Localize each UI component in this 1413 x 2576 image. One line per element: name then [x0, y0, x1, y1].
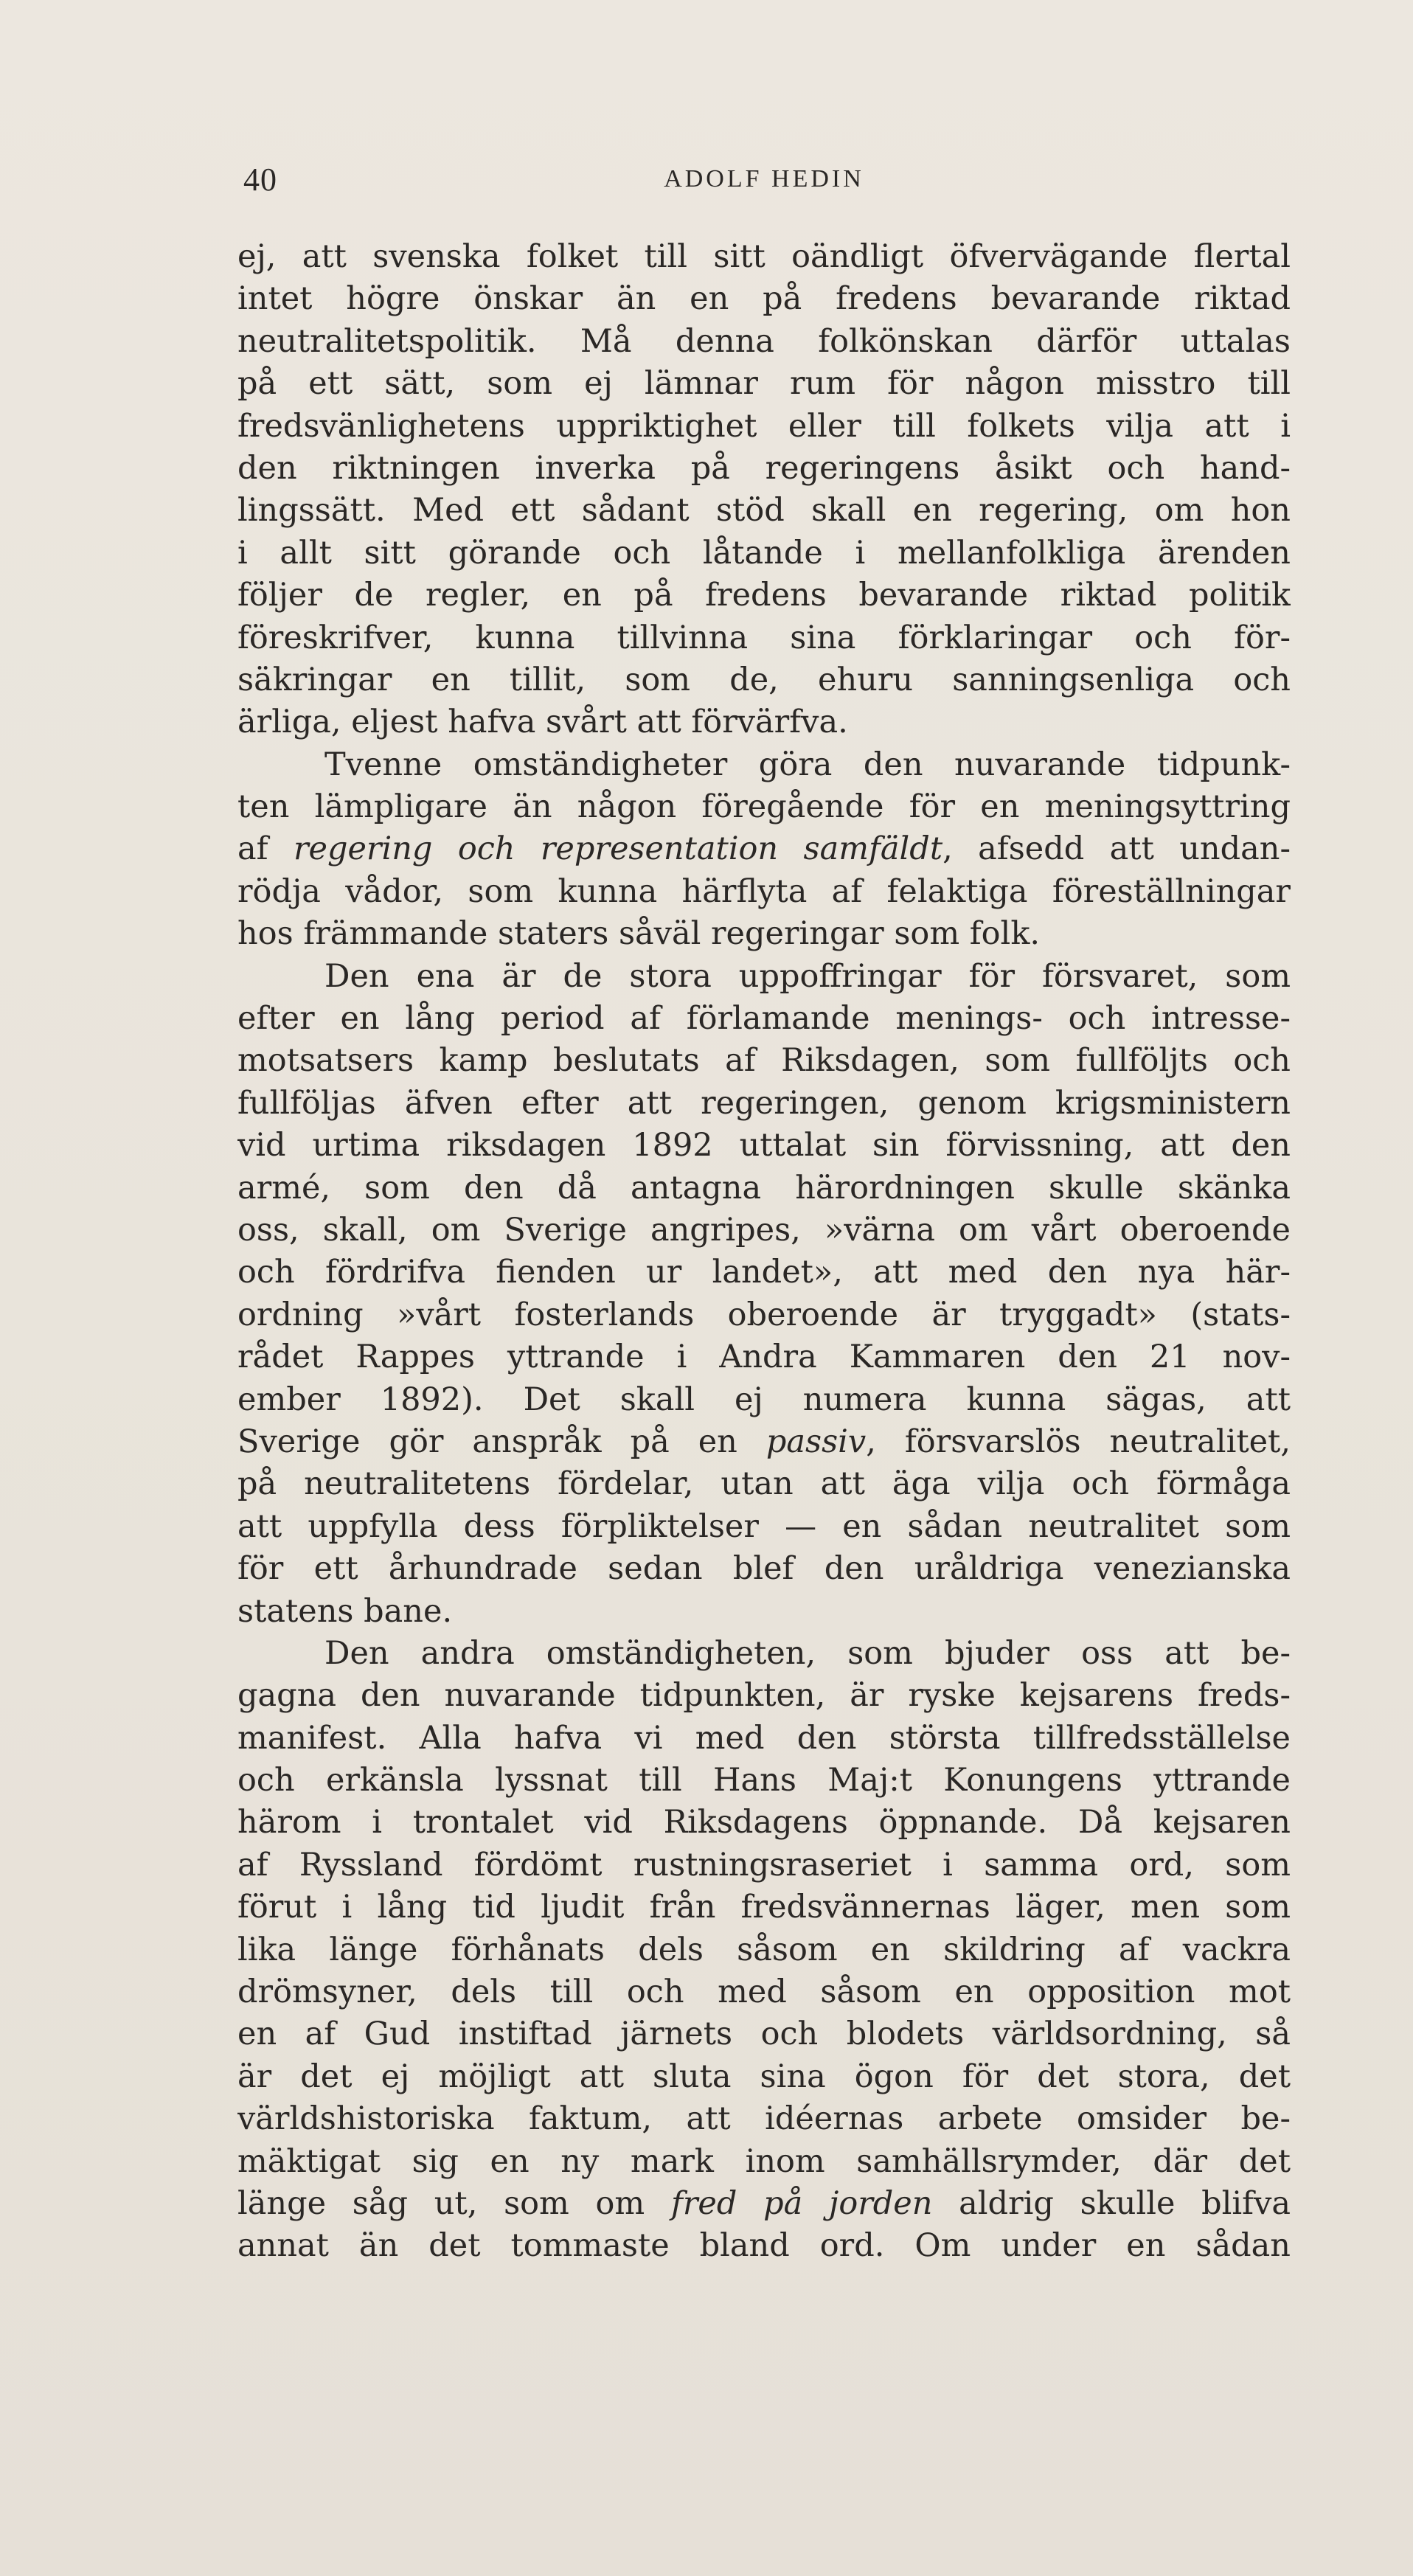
text-line [237, 1421, 1291, 1463]
text-line: rådet Rappes yttrande i Andra Kammaren den 21 nov- [237, 1339, 1291, 1376]
text-line: ordning »vårt fosterlands oberoende är tryggadt» (stats- [237, 1296, 1291, 1333]
text-line: gagna den nuvarande tidpunkten, är ryske kejsarens freds- [237, 1677, 1291, 1715]
text-segment: länge såg ut, som om [237, 2184, 671, 2222]
text-line: Den andra omständigheten, som bjuder oss att be- [324, 1634, 1291, 1672]
italic-phrase: regering och representation samfäldt [293, 830, 943, 868]
page-number: 40 [243, 162, 277, 198]
text-segment: Sverige gör anspråk på en [237, 1423, 766, 1460]
text-line: manifest. Alla hafva vi med den största tillfredsställelse [237, 1719, 1291, 1757]
text-line: en af Gud instiftad järnets och blodets världsordning, så [237, 2016, 1291, 2053]
text-line: armé, som den då antagna härordningen skulle skänka [237, 1169, 1291, 1207]
text-line: fredsvänlighetens uppriktighet eller till folkets vilja att i [237, 407, 1291, 445]
text-line: vid urtima riksdagen 1892 uttalat sin förvissning, att den [237, 1127, 1291, 1164]
text-line: statens bane. [237, 1592, 453, 1630]
running-head [237, 152, 1291, 204]
text-line: annat än det tommaste bland ord. Om under en sådan [237, 2227, 1291, 2265]
text-line: och fördrifva fienden ur landet», att med den nya här- [237, 1254, 1291, 1291]
text-line: Den ena är de stora uppoffringar för försvaret, som [324, 957, 1291, 995]
text-line [237, 828, 1291, 870]
text-line: följer de regler, en på fredens bevarande riktad politik [237, 577, 1291, 614]
text-line: lika länge förhånats dels såsom en skildring af vackra [237, 1931, 1291, 1968]
text-line: och erkänsla lyssnat till Hans Maj:t Konungens yttrande [237, 1762, 1291, 1799]
text-line: neutralitetspolitik. Må denna folkönskan därför uttalas [237, 322, 1291, 360]
text-line: af Ryssland fördömt rustningsraseriet i samma ord, som [237, 1846, 1291, 1884]
text-line: härom i trontalet vid Riksdagens öppnande. Då kejsaren [237, 1804, 1291, 1841]
text-line: ember 1892). Det skall ej numera kunna sägas, att [237, 1381, 1291, 1418]
text-line: rödja vådor, som kunna härflyta af felaktiga föreställningar [237, 872, 1291, 910]
text-line: efter en lång period af förlamande menings- och intresse- [237, 1000, 1291, 1038]
text-line: är det ej möjligt att sluta sina ögon för det stora, det [237, 2058, 1291, 2095]
text-line: fullföljas äfven efter att regeringen, genom krigsministern [237, 1084, 1291, 1122]
text-line: världshistoriska faktum, att idéernas arbete omsider be- [237, 2100, 1291, 2138]
text-line [237, 2183, 1291, 2225]
text-line: mäktigat sig en ny mark inom samhällsrymder, där det [237, 2142, 1291, 2180]
text-segment: , försvarslös neutralitet, [866, 1423, 1291, 1460]
text-line: på ett sätt, som ej lämnar rum för någon misstro till [237, 365, 1291, 403]
text-line: motsatsers kamp beslutats af Riksdagen, som fullföljts och [237, 1042, 1291, 1080]
text-line: drömsyner, dels till och med såsom en opposition mot [237, 1973, 1291, 2011]
text-line: att uppfylla dess förpliktelser — en sådan neutralitet som [237, 1507, 1291, 1545]
text-line: den riktningen inverka på regeringens åsikt och hand- [237, 449, 1291, 487]
text-line: förut i lång tid ljudit från fredsvännernas läger, men som [237, 1889, 1291, 1926]
text-line: Tvenne omständigheter göra den nuvarande tidpunk- [324, 746, 1291, 783]
text-line: intet högre önskar än en på fredens bevarande riktad [237, 280, 1291, 318]
text-line: hos främmande staters såväl regeringar som folk. [237, 915, 1041, 953]
text-line: ten lämpligare än någon föregående för en meningsyttring [237, 788, 1291, 826]
text-line: föreskrifver, kunna tillvinna sina förklaringar och för- [237, 619, 1291, 656]
text-line: lingssätt. Med ett sådant stöd skall en regering, om hon [237, 492, 1291, 530]
text-line: på neutralitetens fördelar, utan att äga vilja och förmåga [237, 1465, 1291, 1503]
italic-phrase: fred på jorden [670, 2184, 933, 2222]
text-segment: aldrig skulle blifva [932, 2184, 1291, 2222]
text-line: i allt sitt görande och låtande i mellanfolkliga ärenden [237, 534, 1291, 572]
text-line: för ett århundrade sedan blef den uråldriga venezianska [237, 1550, 1291, 1588]
text-line: ärliga, eljest hafva svårt att förvärfva. [237, 704, 848, 741]
text-line: ej, att svenska folket till sitt oändligt öfvervägande flertal [237, 238, 1291, 275]
text-segment: , afsedd att undan- [942, 830, 1291, 868]
italic-phrase: passiv [765, 1423, 867, 1460]
body-text [237, 236, 1291, 2268]
running-title: ADOLF HEDIN [664, 165, 864, 192]
text-line: säkringar en tillit, som de, ehuru sanningsenliga och [237, 661, 1291, 698]
text-segment: af [237, 830, 294, 868]
text-line: oss, skall, om Sverige angripes, »värna om vårt oberoende [237, 1211, 1291, 1249]
